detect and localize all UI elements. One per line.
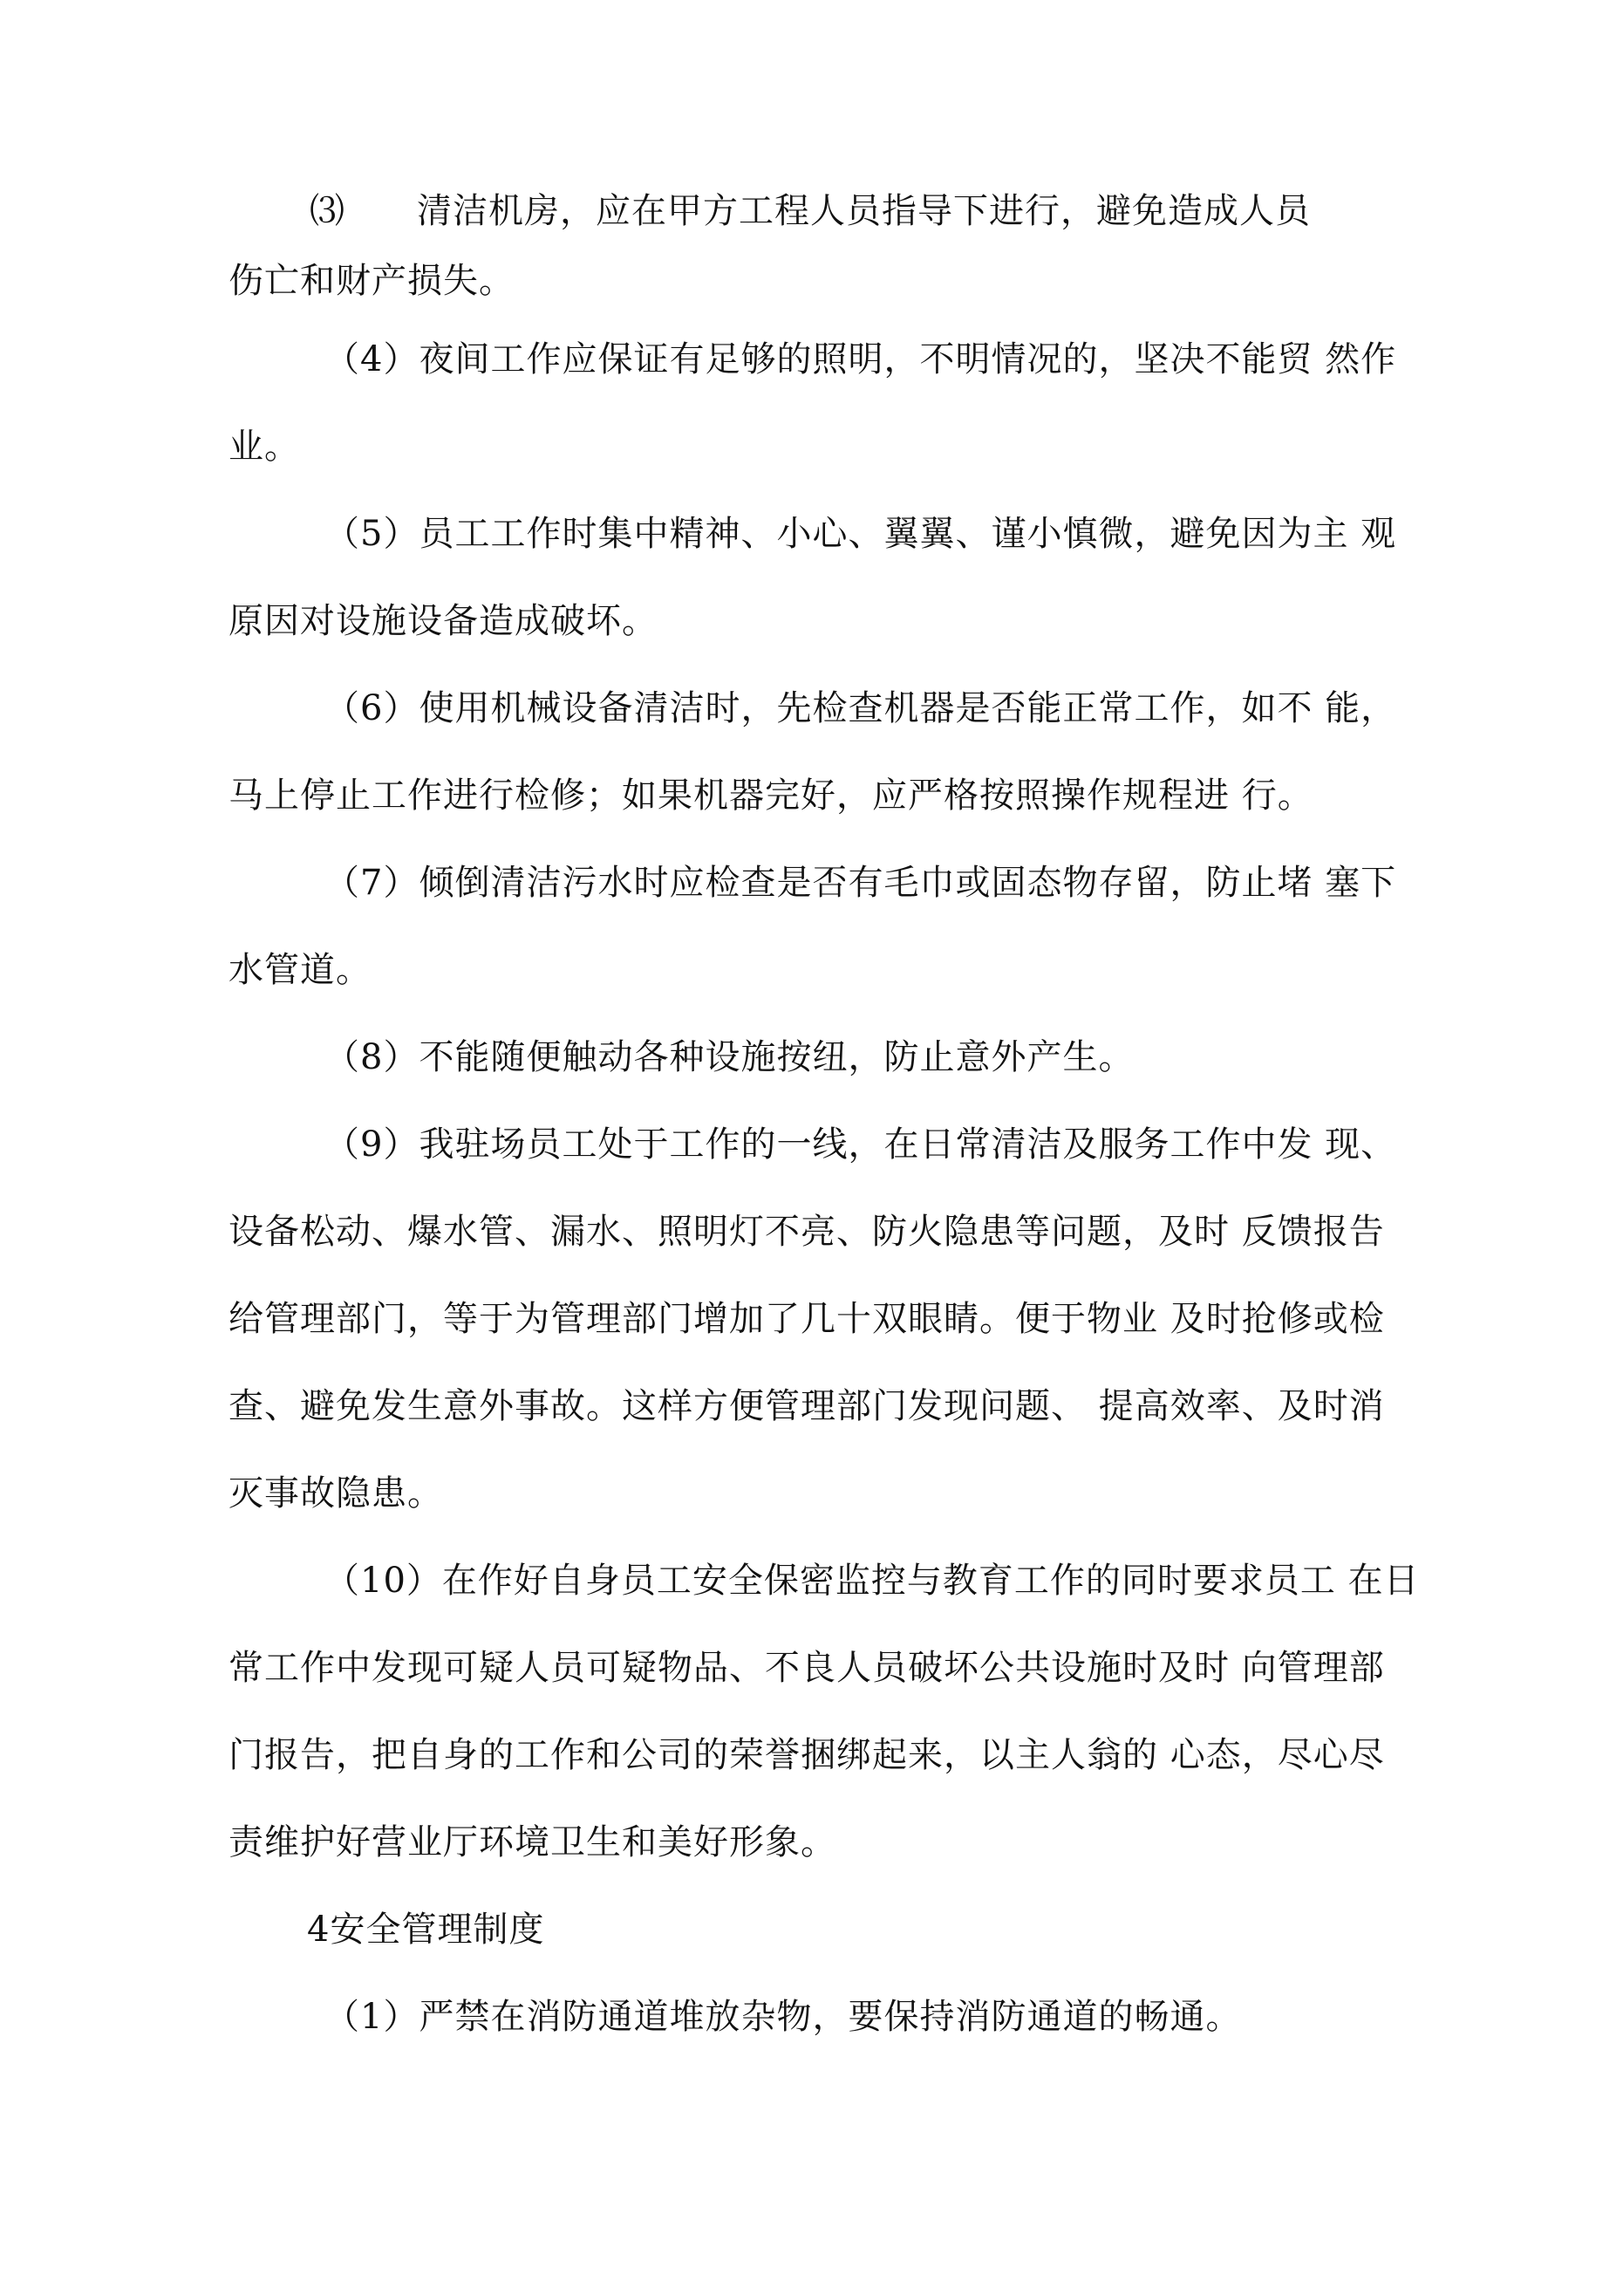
paragraph-10-line-3: 门报告，把自身的工作和公司的荣誉捆绑起来，以主人翁的 心态，尽心尽 (228, 1735, 1385, 1775)
paragraph-4-line-2: 业。 (228, 427, 300, 467)
paragraph-3-line-1: ⑶ 清洁机房，应在甲方工程人员指导下进行，避免造成人员 (310, 191, 1311, 231)
paragraph-10-line-2: 常工作中发现可疑人员可疑物品、不良人员破坏公共设施时及时 向管理部 (228, 1648, 1385, 1688)
paragraph-10-line-1: （10）在作好自身员工安全保密监控与教育工作的同时要求员工 在日 (324, 1561, 1420, 1601)
paragraph-6-line-2: 马上停止工作进行检修；如果机器完好，应严格按照操作规程进 行。 (228, 776, 1313, 816)
paragraph-3-line-2: 伤亡和财产损失。 (228, 261, 515, 301)
section-heading: 4安全管理制度 (307, 1910, 545, 1950)
paragraph-5-line-2: 原因对设施设备造成破坏。 (228, 601, 658, 641)
paragraph-9-line-1: （9）我驻场员工处于工作的一线，在日常清洁及服务工作中发 现、 (324, 1124, 1397, 1165)
paragraph-7-line-1: （7）倾倒清洁污水时应检查是否有毛巾或固态物存留，防止堵 塞下 (324, 863, 1397, 903)
paragraph-5-line-1: （5）员工工作时集中精神、小心、翼翼、谨小慎微，避免因为主 观 (324, 514, 1397, 554)
paragraph-9-line-2: 设备松动、爆水管、漏水、照明灯不亮、防火隐患等问题，及时 反馈报告 (228, 1212, 1385, 1252)
paragraph-9-line-4: 查、避免发生意外事故。这样方便管理部门发现问题、 提高效率、及时消 (228, 1386, 1385, 1426)
paragraph-9-line-5: 灭事故隐患。 (228, 1473, 443, 1514)
paragraph-10-line-4: 责维护好营业厅环境卫生和美好形象。 (228, 1822, 836, 1862)
section-item-1: （1）严禁在消防通道堆放杂物，要保持消防通道的畅通。 (324, 1997, 1242, 2037)
paragraph-7-line-2: 水管道。 (228, 950, 372, 990)
paragraph-8-line-1: （8）不能随便触动各种设施按纽，防止意外产生。 (324, 1037, 1135, 1077)
paragraph-9-line-3: 给管理部门，等于为管理部门增加了几十双眼睛。便于物业 及时抢修或检 (228, 1299, 1385, 1339)
paragraph-4-line-1: （4）夜间工作应保证有足够的照明，不明情况的，坚决不能贸 然作 (324, 339, 1397, 379)
paragraph-6-line-1: （6）使用机械设备清洁时，先检查机器是否能正常工作，如不 能， (324, 688, 1397, 728)
